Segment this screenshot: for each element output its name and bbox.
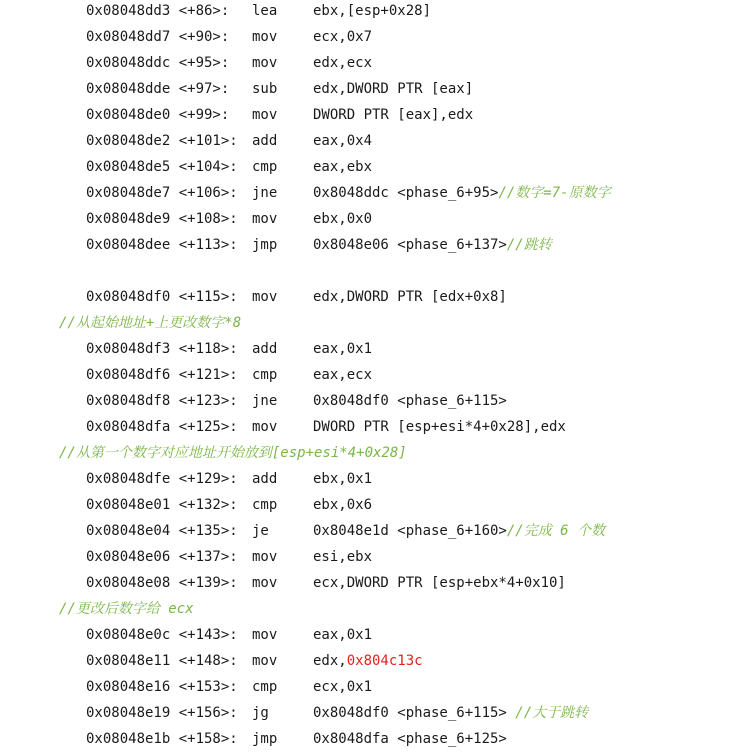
instruction-line <box>0 50 751 76</box>
instruction-opcode: lea <box>252 3 278 19</box>
operand-text: ecx,0x1 <box>313 679 373 695</box>
instruction-operands <box>313 206 372 232</box>
instruction-opcode: add <box>252 133 278 149</box>
instruction-operands <box>313 180 611 206</box>
instruction-opcode: jmp <box>252 237 278 253</box>
instruction-operands <box>313 76 473 102</box>
instruction-operands <box>313 336 372 362</box>
instruction-opcode: mov <box>252 29 278 45</box>
instruction-line <box>0 570 751 596</box>
instruction-opcode: cmp <box>252 159 278 175</box>
instruction-opcode: cmp <box>252 497 278 513</box>
instruction-opcode: mov <box>252 653 278 669</box>
instruction-operands <box>313 102 473 128</box>
instruction-line <box>0 128 751 154</box>
operand-text: ebx,0x6 <box>313 497 373 513</box>
instruction-opcode: add <box>252 341 278 357</box>
inline-comment: //跳转 <box>506 237 552 253</box>
instruction-operands <box>313 726 507 752</box>
comment-line <box>0 440 751 466</box>
instruction-line <box>0 336 751 362</box>
instruction-operands <box>313 674 372 700</box>
instruction-address: 0x08048ddc <+95>: <box>86 55 230 71</box>
comment-line <box>0 596 751 622</box>
instruction-opcode: mov <box>252 289 278 305</box>
instruction-operands <box>313 700 588 726</box>
instruction-address: 0x08048de5 <+104>: <box>86 159 238 175</box>
operand-text: ecx,DWORD PTR [esp+ebx*4+0x10] <box>313 575 566 591</box>
instruction-line <box>0 362 751 388</box>
blank-line <box>0 258 751 284</box>
instruction-opcode: je <box>252 523 269 539</box>
instruction-operands <box>313 492 372 518</box>
comment-text: //更改后数字给 ecx <box>59 601 194 617</box>
instruction-line <box>0 622 751 648</box>
instruction-line <box>0 544 751 570</box>
inline-comment: //数字=7-原数字 <box>498 185 611 201</box>
instruction-opcode: jmp <box>252 731 278 747</box>
instruction-operands <box>313 544 372 570</box>
instruction-opcode: mov <box>252 627 278 643</box>
instruction-opcode: cmp <box>252 367 278 383</box>
instruction-operands <box>313 284 507 310</box>
instruction-line <box>0 388 751 414</box>
instruction-address: 0x08048de0 <+99>: <box>86 107 230 123</box>
instruction-operands <box>313 388 507 414</box>
instruction-address: 0x08048dd7 <+90>: <box>86 29 230 45</box>
operand-text: eax,ecx <box>313 367 373 383</box>
instruction-line <box>0 518 751 544</box>
instruction-line <box>0 102 751 128</box>
operand-text: ebx,[esp+0x28] <box>313 3 432 19</box>
instruction-address: 0x08048e19 <+156>: <box>86 705 238 721</box>
instruction-line <box>0 180 751 206</box>
operand-text: edx, <box>313 653 347 669</box>
instruction-operands <box>313 518 605 544</box>
instruction-line <box>0 648 751 674</box>
instruction-opcode: mov <box>252 419 278 435</box>
instruction-line <box>0 232 751 258</box>
operand-text: 0x8048df0 <phase_6+115> <box>313 393 507 409</box>
instruction-line <box>0 284 751 310</box>
instruction-line <box>0 492 751 518</box>
operand-text: edx,ecx <box>313 55 373 71</box>
instruction-address: 0x08048df6 <+121>: <box>86 367 238 383</box>
instruction-opcode: mov <box>252 211 278 227</box>
operand-text: eax,0x1 <box>313 341 373 357</box>
instruction-opcode: mov <box>252 107 278 123</box>
operand-text: eax,0x1 <box>313 627 373 643</box>
instruction-opcode: mov <box>252 549 278 565</box>
operand-text: esi,ebx <box>313 549 373 565</box>
instruction-address: 0x08048df3 <+118>: <box>86 341 238 357</box>
operand-text: 0x8048dfa <phase_6+125> <box>313 731 507 747</box>
highlighted-address: 0x804c13c <box>346 653 423 669</box>
instruction-address: 0x08048e1b <+158>: <box>86 731 238 747</box>
instruction-line <box>0 700 751 726</box>
instruction-operands <box>313 622 372 648</box>
instruction-operands <box>313 0 431 24</box>
instruction-address: 0x08048e16 <+153>: <box>86 679 238 695</box>
inline-comment: //完成 6 个数 <box>506 523 606 539</box>
instruction-opcode: cmp <box>252 679 278 695</box>
instruction-opcode: jne <box>252 185 278 201</box>
instruction-address: 0x08048de2 <+101>: <box>86 133 238 149</box>
instruction-operands <box>313 24 372 50</box>
instruction-address: 0x08048e08 <+139>: <box>86 575 238 591</box>
operand-text: edx,DWORD PTR [edx+0x8] <box>313 289 507 305</box>
instruction-opcode: add <box>252 471 278 487</box>
instruction-line <box>0 0 751 24</box>
instruction-address: 0x08048dfe <+129>: <box>86 471 238 487</box>
instruction-operands <box>313 232 552 258</box>
instruction-address: 0x08048dd3 <+86>: <box>86 3 230 19</box>
comment-text: //从第一个数字对应地址开始放到[esp+esi*4+0x28] <box>59 445 407 461</box>
instruction-operands <box>313 50 372 76</box>
instruction-line <box>0 674 751 700</box>
instruction-operands <box>313 362 372 388</box>
operand-text: DWORD PTR [eax],edx <box>313 107 474 123</box>
instruction-line <box>0 24 751 50</box>
operand-text: ebx,0x0 <box>313 211 373 227</box>
instruction-opcode: mov <box>252 55 278 71</box>
operand-text: ecx,0x7 <box>313 29 373 45</box>
instruction-operands <box>313 154 372 180</box>
instruction-address: 0x08048e04 <+135>: <box>86 523 238 539</box>
instruction-line <box>0 414 751 440</box>
instruction-line <box>0 466 751 492</box>
comment-text: //从起始地址+上更改数字*8 <box>59 315 242 331</box>
operand-text: 0x8048e06 <phase_6+137> <box>313 237 507 253</box>
instruction-address: 0x08048dde <+97>: <box>86 81 230 97</box>
operand-text: 0x8048df0 <phase_6+115> <box>313 705 516 721</box>
instruction-operands <box>313 414 566 440</box>
operand-text: eax,0x4 <box>313 133 373 149</box>
operand-text: ebx,0x1 <box>313 471 373 487</box>
instruction-operands <box>313 570 566 596</box>
instruction-line <box>0 76 751 102</box>
operand-text: 0x8048ddc <phase_6+95> <box>313 185 499 201</box>
instruction-address: 0x08048e11 <+148>: <box>86 653 238 669</box>
instruction-line <box>0 206 751 232</box>
operand-text: eax,ebx <box>313 159 373 175</box>
operand-text: 0x8048e1d <phase_6+160> <box>313 523 507 539</box>
instruction-address: 0x08048dfa <+125>: <box>86 419 238 435</box>
instruction-operands <box>313 648 423 674</box>
instruction-address: 0x08048df8 <+123>: <box>86 393 238 409</box>
instruction-opcode: jne <box>252 393 278 409</box>
instruction-address: 0x08048de9 <+108>: <box>86 211 238 227</box>
operand-text: edx,DWORD PTR [eax] <box>313 81 474 97</box>
inline-comment: //大于跳转 <box>515 705 589 721</box>
comment-line <box>0 310 751 336</box>
instruction-address: 0x08048e06 <+137>: <box>86 549 238 565</box>
operand-text: DWORD PTR [esp+esi*4+0x28],edx <box>313 419 566 435</box>
instruction-address: 0x08048e0c <+143>: <box>86 627 238 643</box>
instruction-line <box>0 154 751 180</box>
instruction-opcode: mov <box>252 575 278 591</box>
instruction-line <box>0 726 751 752</box>
instruction-address: 0x08048df0 <+115>: <box>86 289 238 305</box>
instruction-operands <box>313 466 372 492</box>
instruction-opcode: jg <box>252 705 269 721</box>
instruction-operands <box>313 128 372 154</box>
instruction-opcode: sub <box>252 81 278 97</box>
instruction-address: 0x08048e01 <+132>: <box>86 497 238 513</box>
instruction-address: 0x08048de7 <+106>: <box>86 185 238 201</box>
instruction-address: 0x08048dee <+113>: <box>86 237 238 253</box>
